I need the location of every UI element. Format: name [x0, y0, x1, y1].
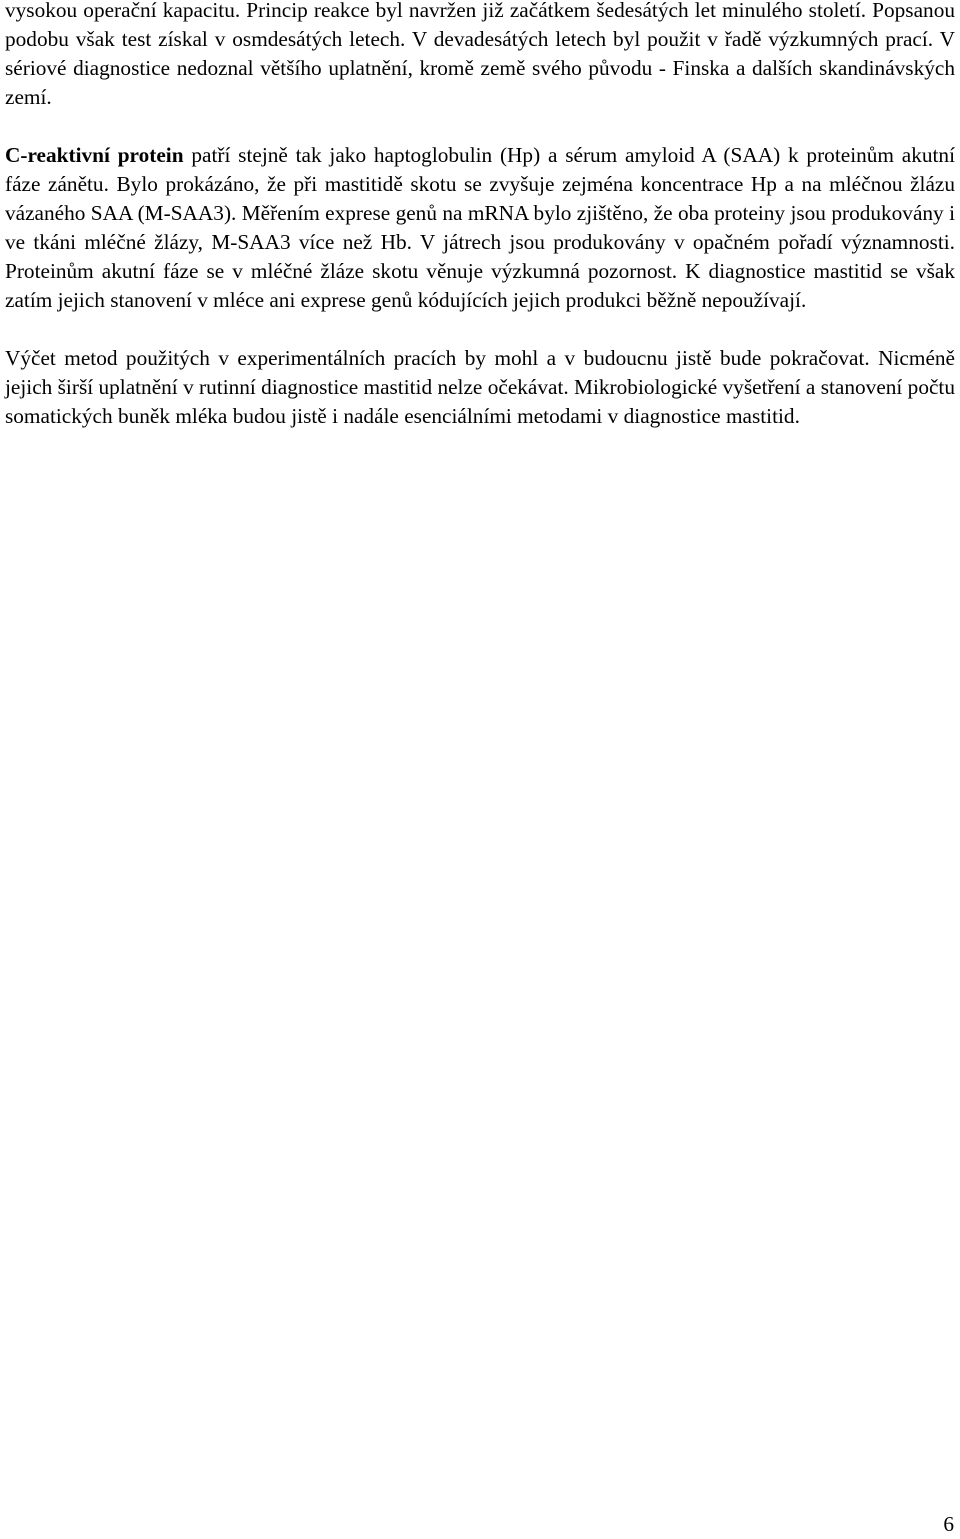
paragraph-intro: vysokou operační kapacitu. Princip reakce byl navržen již začátkem šedesátých let minulého století. Popsanou podobu však test získal v osmdesátých letech. V devadesátých letech byl použit v řadě výzkumných prací. V sériové diagnostice nedoznal většího uplatnění, kromě země svého původu - Finska a dalších skandinávských zemí. — [5, 0, 955, 109]
paragraph-conclusion: Výčet metod použitých v experimentálních pracích by mohl a v budoucnu jistě bude pokračovat. Nicméně jejich širší uplatnění v rutinní diagnostice mastitid nelze očekávat. Mikrobiologické vyšetření a stanovení počtu somatických buněk mléka budou jistě i nadále esenciálními metodami v diagnostice mastitid. — [5, 346, 955, 428]
term-c-reactive-protein: C-reaktivní protein — [5, 143, 184, 167]
paragraph-c-reactive-protein — [5, 141, 955, 315]
paragraph-c-reactive-protein-body: patří stejně tak jako haptoglobulin (Hp) a sérum amyloid A (SAA) k proteinům akutní fáze zánětu. Bylo prokázáno, že při mastitidě skotu se zvyšuje zejména koncentrace Hp a na mléčnou žlázu vázaného SAA (M-SAA3). Měřením exprese genů na mRNA bylo zjištěno, že oba proteiny jsou produkovány i ve tkáni mléčné žlázy, M-SAA3 více než Hb. V játrech jsou produkovány v opačném pořadí významnosti. Proteinům akutní fáze se v mléčné žláze skotu věnuje výzkumná pozornost. K diagnostice mastitid se však zatím jejich stanovení v mléce ani exprese genů kódujících jejich produkci běžně nepoužívají. — [5, 143, 955, 312]
document-page — [5, 0, 955, 431]
page-number: 6 — [943, 1512, 954, 1536]
